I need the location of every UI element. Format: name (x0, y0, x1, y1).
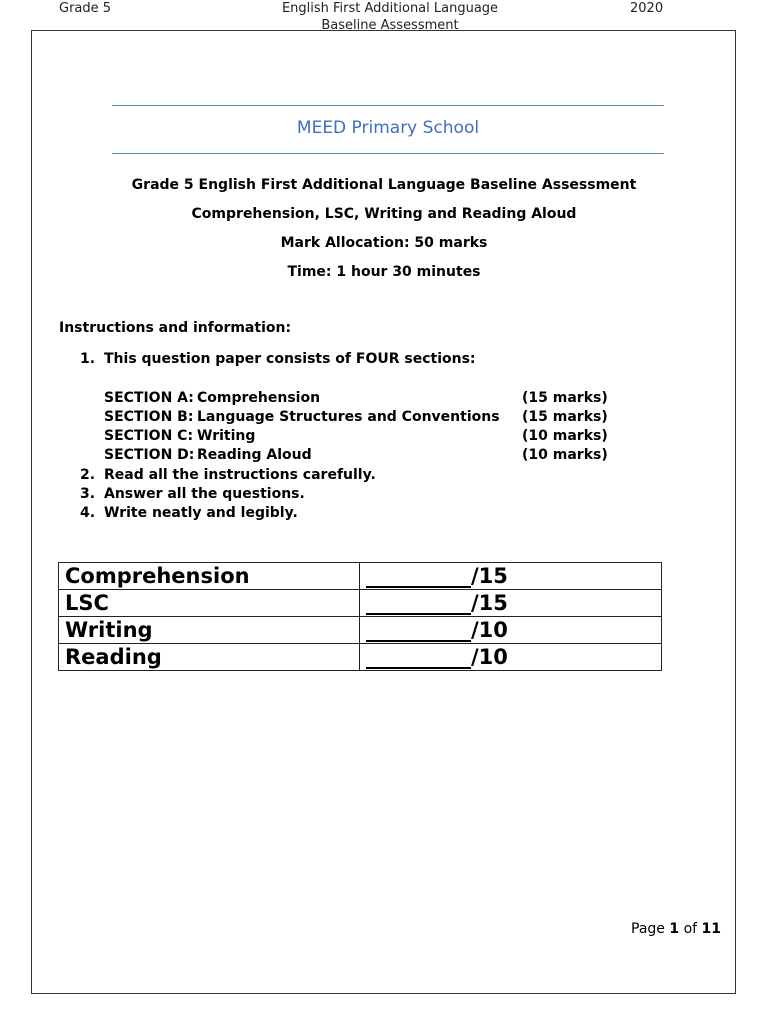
section-name: Reading Aloud (197, 447, 312, 463)
score-field[interactable]: __________/15 (360, 590, 662, 617)
instruction-text: This question paper consists of FOUR sections: (104, 351, 476, 367)
score-category: LSC (59, 590, 360, 617)
current-page: 1 (669, 921, 680, 937)
section-name: Comprehension (197, 390, 321, 406)
score-category: Writing (59, 617, 360, 644)
section-code: SECTION C: (104, 428, 194, 444)
header-year: 2020 (630, 1, 664, 16)
section-marks: (10 marks) (522, 447, 608, 463)
instructions-heading: Instructions and information: (59, 320, 292, 336)
section-code: SECTION D: (104, 447, 195, 463)
score-field[interactable]: __________/10 (360, 644, 662, 671)
instruction-number: 2. (80, 467, 96, 483)
section-code: SECTION A: (104, 390, 194, 406)
instruction-item (80, 466, 376, 485)
instruction-number: 4. (80, 505, 96, 521)
page-label: Page (631, 921, 665, 937)
score-category: Comprehension (59, 563, 360, 590)
total-pages: 11 (701, 921, 721, 937)
section-row (104, 389, 624, 408)
school-name: MEED Primary School (296, 118, 480, 138)
assessment-components: Comprehension, LSC, Writing and Reading Aloud (191, 206, 577, 222)
section-name: Language Structures and Conventions (197, 409, 500, 425)
section-row (104, 446, 624, 465)
table-row (59, 590, 662, 617)
section-code: SECTION B: (104, 409, 194, 425)
bottom-divider (112, 153, 664, 154)
top-divider (112, 105, 664, 106)
table-row (59, 644, 662, 671)
table-row (59, 563, 662, 590)
header-grade: Grade 5 (59, 1, 112, 16)
instruction-item (80, 504, 298, 523)
instruction-item (80, 350, 476, 369)
mark-allocation: Mark Allocation: 50 marks (280, 235, 488, 251)
section-name: Writing (197, 428, 256, 444)
instruction-text: Answer all the questions. (104, 486, 305, 502)
of-label: of (683, 921, 698, 937)
header-title (250, 0, 530, 30)
instruction-number: 3. (80, 486, 96, 502)
score-table (58, 562, 662, 671)
instruction-number: 1. (80, 351, 96, 367)
table-row (59, 617, 662, 644)
section-row (104, 427, 624, 446)
assessment-title: Grade 5 English First Additional Language Baseline Assessment (131, 177, 637, 193)
header-title-line1: English First Additional Language (281, 1, 499, 16)
score-field[interactable]: __________/15 (360, 563, 662, 590)
instruction-item (80, 485, 305, 504)
time-allowed: Time: 1 hour 30 minutes (287, 264, 481, 280)
score-field[interactable]: __________/10 (360, 617, 662, 644)
section-marks: (10 marks) (522, 428, 608, 444)
section-row (104, 408, 624, 427)
instruction-text: Read all the instructions carefully. (104, 467, 376, 483)
section-marks: (15 marks) (522, 409, 608, 425)
header-title-line2: Baseline Assessment (321, 18, 459, 30)
instruction-text: Write neatly and legibly. (104, 505, 298, 521)
section-marks: (15 marks) (522, 390, 608, 406)
score-category: Reading (59, 644, 360, 671)
page-number (631, 921, 721, 937)
